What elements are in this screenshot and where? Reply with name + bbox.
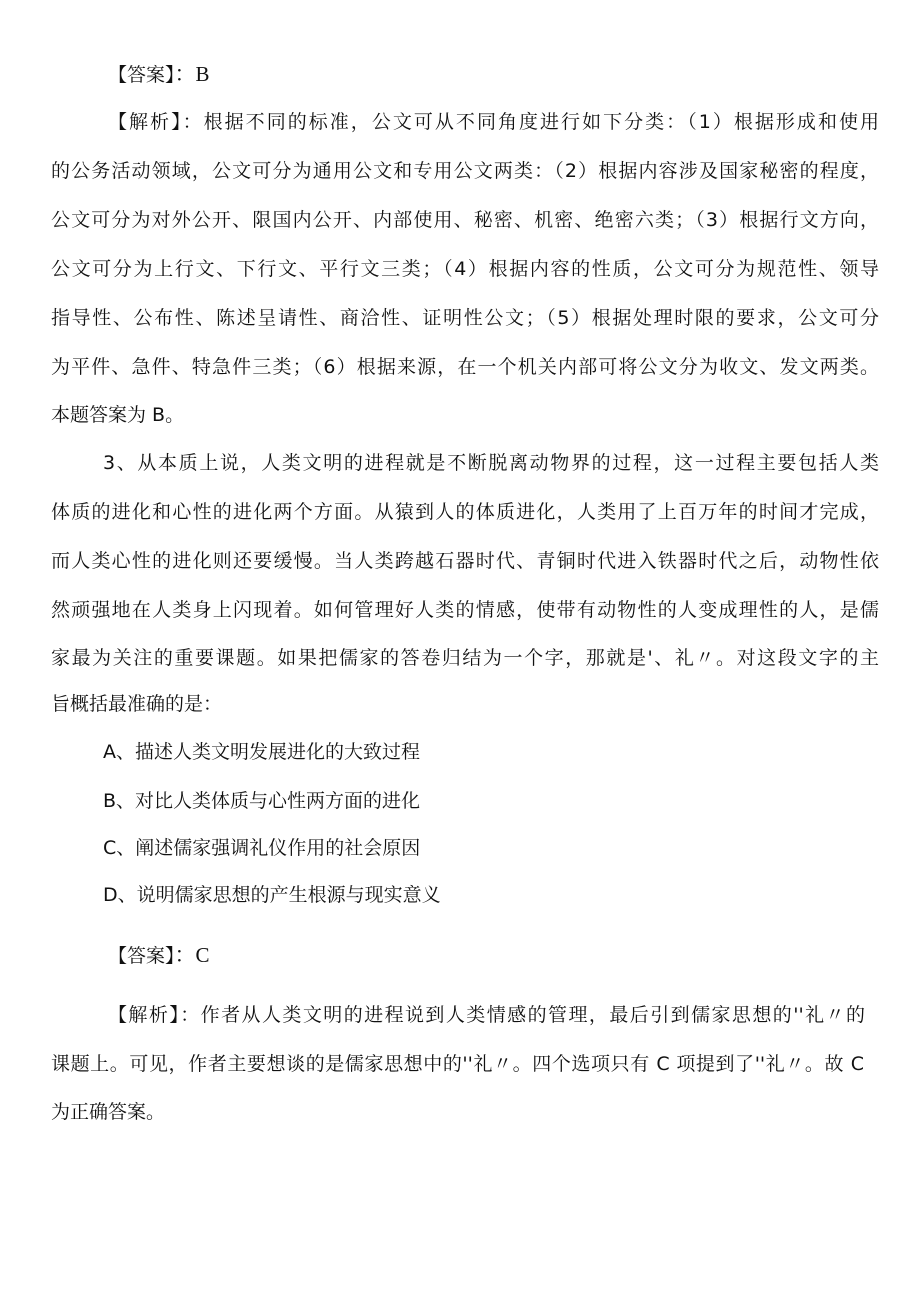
analysis-line: 公文可分为上行文、下行文、平行文三类；（4）根据内容的性质，公文可分为规范性、领导 xyxy=(51,258,879,280)
analysis-line: 的公务活动领域，公文可分为通用公文和专用公文两类：（2）根据内容涉及国家秘密的程度， xyxy=(51,160,879,182)
question-line: 3、从本质上说，人类文明的进程就是不断脱离动物界的过程，这一过程主要包括人类 xyxy=(103,452,879,474)
analysis-label: 【解析】 xyxy=(108,111,183,133)
question-line: 体质的进化和心性的进化两个方面。从猿到人的体质进化，人类用了上百万年的时间才完成， xyxy=(51,501,879,523)
answer-line-2 xyxy=(108,943,210,968)
analysis-line xyxy=(108,1003,865,1027)
analysis-line: 课题上。可见，作者主要想谈的是儒家思想中的''礼〃。四个选项只有 C 项提到了''礼〃。故 C xyxy=(51,1053,864,1075)
analysis-text: ：作者从人类文明的进程说到人类情感的管理，最后引到儒家思想的''礼〃的 xyxy=(180,1004,865,1026)
option-b: B、对比人类体质与心性两方面的进化 xyxy=(103,790,421,812)
answer-label: 【答案】 xyxy=(108,64,175,86)
question-line: 家最为关注的重要课题。如果把儒家的答卷归结为一个字，那就是'、礼〃。对这段文字的主 xyxy=(51,647,879,669)
analysis-line: 为正确答案。 xyxy=(51,1101,166,1123)
analysis-label: 【解析】 xyxy=(108,1004,181,1026)
question-line: 旨概括最准确的是： xyxy=(51,693,223,715)
analysis-line: 为平件、急件、特急件三类；（6）根据来源，在一个机关内部可将公文分为收文、发文两类。 xyxy=(51,356,879,378)
analysis-line xyxy=(108,110,879,134)
answer-line-1 xyxy=(108,62,210,87)
analysis-text: ：根据不同的标准，公文可从不同角度进行如下分类：（1）根据形成和使用 xyxy=(182,111,879,133)
option-d: D、说明儒家思想的产生根源与现实意义 xyxy=(103,884,441,906)
option-a: A、描述人类文明发展进化的大致过程 xyxy=(103,741,420,763)
question-line: 而人类心性的进化则还要缓慢。当人类跨越石器时代、青铜时代进入铁器时代之后，动物性依 xyxy=(51,550,879,572)
question-line: 然顽强地在人类身上闪现着。如何管理好人类的情感，使带有动物性的人变成理性的人，是儒 xyxy=(51,599,879,621)
analysis-line: 公文可分为对外公开、限国内公开、内部使用、秘密、机密、绝密六类；（3）根据行文方向， xyxy=(51,209,879,231)
analysis-line: 指导性、公布性、陈述呈请性、商洽性、证明性公文；（5）根据处理时限的要求，公文可分 xyxy=(51,307,879,329)
analysis-line: 本题答案为 B。 xyxy=(51,404,185,426)
option-c: C、阐述儒家强调礼仪作用的社会原因 xyxy=(103,837,421,859)
answer-value: ：C xyxy=(174,943,210,967)
answer-value: ：B xyxy=(174,62,210,86)
answer-label: 【答案】 xyxy=(108,945,175,967)
